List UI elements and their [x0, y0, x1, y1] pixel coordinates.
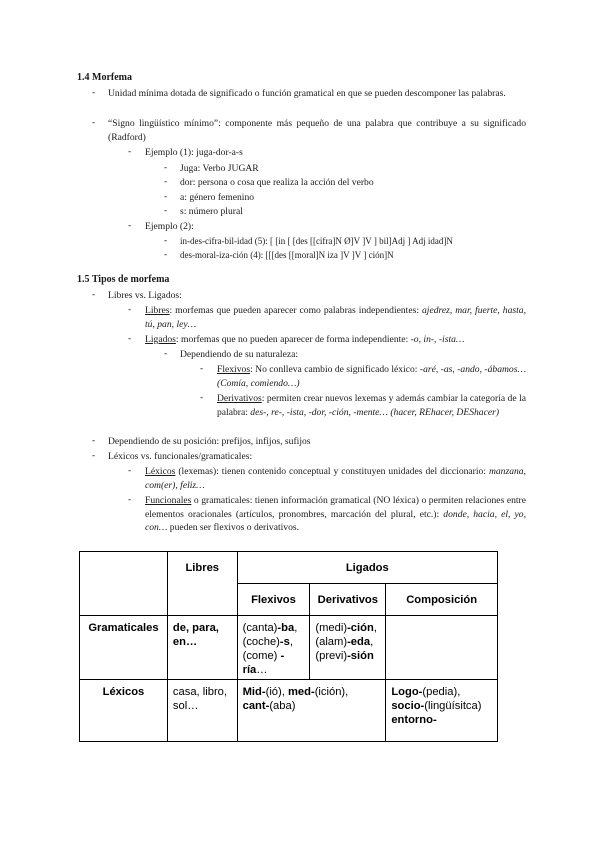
ligados-definition: Ligados: morfemas que no pueden aparecer de forma independiente: -o, in-, -ista… [145, 334, 465, 345]
list-item: “Signo lingüístico mínimo”: componente más pequeño de una palabra que contribuye a su significado (Radford) [108, 118, 526, 143]
flexivos-definition: Flexivos: No conlleva cambio de significado léxico: -aré, -as, -ando, -ábamos… (Comía, comiendo…) [217, 364, 526, 389]
row-label-gramaticales: Gramaticales [80, 616, 168, 680]
section-title-tipos: 1.5 Tipos de morfema [77, 274, 170, 285]
cell-lexicos-libres: casa, libro, sol… [167, 680, 237, 742]
bullet-dash: - [128, 146, 132, 157]
header-flexivos: Flexivos [237, 584, 310, 616]
cell-lexicos-ligados: Mid-(ió), med-(ición), cant-(aba) [237, 680, 386, 742]
list-item: s: número plural [180, 206, 243, 217]
bullet-dash: - [92, 117, 96, 128]
funcionales-definition: Funcionales o gramaticales: tienen información gramatical (NO léxica) o permiten relaciones entre elementos oracionales (artículos, pronombres, marcación del plural, etc.): donde, hacia, el, yo, con… pueden ser flexivos o derivativos. [145, 495, 526, 533]
cell-gramaticales-libres: de, para, en… [167, 616, 237, 680]
header-composicion: Composición [386, 584, 498, 616]
derivativos-definition: Derivativos: permiten crear nuevos lexemas y además cambiar la categoría de la palabra: des-, re-, -ista, -dor, -ción, -mente… (hacer, REhacer, DEShacer) [217, 393, 526, 418]
bullet-dash: - [128, 220, 132, 231]
header-libres: Libres [167, 552, 237, 616]
example-1-heading: Ejemplo (1): juga-dor-a-s [145, 147, 243, 158]
example-2-heading: Ejemplo (2): [145, 221, 194, 232]
cell-gramaticales-flexivos: (canta)-ba, (coche)-s, (come) -ría… [237, 616, 310, 680]
header-derivativos: Derivativos [310, 584, 386, 616]
list-item: des-moral-iza-ción (4): [[[des [[moral]N iza ]V ]V ] ción]N [180, 250, 394, 260]
lexicos-definition: Léxicos (lexemas): tienen contenido conceptual y constituyen unidades del diccionario: manzana, com(er), feliz… [145, 466, 526, 491]
morpheme-types-table [79, 551, 498, 742]
list-item: Libres vs. Ligados: [108, 290, 182, 301]
list-item: Dependiendo de su posición: prefijos, infijos, sufijos [108, 436, 311, 447]
list-item: Léxicos vs. funcionales/gramaticales: [108, 451, 253, 462]
row-label-lexicos: Léxicos [80, 680, 168, 742]
cell-lexicos-composicion: Logo-(pedia), socio-(lingüísitca) entorno- [386, 680, 498, 742]
list-item: Dependiendo de su naturaleza: [180, 349, 299, 360]
libres-definition: Libres: morfemas que pueden aparecer como palabras independientes: ajedrez, mar, fuerte, hasta, tú, pan, ley… [145, 305, 526, 330]
header-ligados: Ligados [237, 552, 497, 584]
list-item: a: género femenino [180, 192, 255, 203]
list-item: Juga: Verbo JUGAR [180, 163, 259, 174]
list-item: dor: persona o cosa que realiza la acción del verbo [180, 177, 374, 188]
section-title-morfema: 1.4 Morfema [77, 72, 132, 83]
list-item: in-des-cifra-bil-idad (5): [ [in [ [des [[cifra]N Ø]V ]V ] bil]Adj ] Adj idad]N [180, 236, 453, 246]
bullet-dash: - [92, 87, 96, 98]
cell-gramaticales-derivativos: (medi)-ción, (alam)-eda, (previ)-sión [310, 616, 386, 680]
list-item: Unidad mínima dotada de significado o función gramatical en que se pueden descomponer las palabras. [108, 88, 506, 99]
